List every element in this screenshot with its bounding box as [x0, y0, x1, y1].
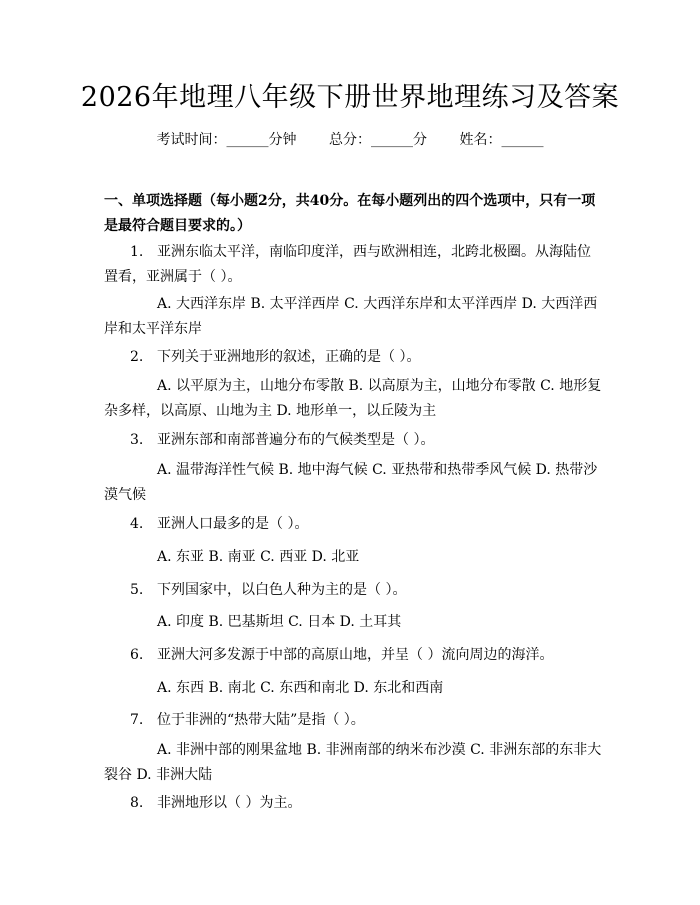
question-3-options: A. 温带海洋性气候 B. 地中海气候 C. 亚热带和热带季风气候 D. 热带沙漠气候	[104, 462, 598, 503]
question-text: 亚洲东临太平洋，南临印度洋，西与欧洲相连，北跨北极圈。从海陆位置看，亚洲属于（ ）。	[104, 244, 591, 285]
question-number: 7.	[130, 712, 144, 728]
question-4-options: A. 东亚 B. 南亚 C. 西亚 D. 北亚	[157, 549, 360, 565]
student-name-field: 姓名：______	[459, 132, 544, 148]
question-3	[104, 428, 604, 453]
section-heading: 一、单项选择题（每小题2分，共40分。在每小题列出的四个选项中，只有一项是最符合题目要求的。）	[104, 193, 596, 234]
question-number: 4.	[130, 516, 144, 532]
question-text: 非洲地形以（ ）为主。	[157, 795, 302, 811]
question-5-options: A. 印度 B. 巴基斯坦 C. 日本 D. 土耳其	[157, 614, 402, 630]
total-score-field: 总分：______分	[329, 132, 427, 148]
question-5	[104, 578, 604, 603]
question-2-options: A. 以平原为主，山地分布零散 B. 以高原为主，山地分布零散 C. 地形复杂多样，以高原、山地为主 D. 地形单一，以丘陵为主	[104, 378, 602, 419]
question-2	[104, 345, 604, 370]
question-text: 位于非洲的“热带大陆”是指（ ）。	[157, 712, 365, 728]
question-text: 下列国家中，以白色人种为主的是（ ）。	[157, 582, 407, 598]
question-number: 1.	[130, 244, 144, 260]
question-1-options: A. 大西洋东岸 B. 太平洋西岸 C. 大西洋东岸和太平洋西岸 D. 大西洋西岸和太平洋东岸	[104, 296, 598, 337]
question-6	[104, 643, 604, 668]
question-1	[104, 240, 604, 290]
question-7-options: A. 非洲中部的刚果盆地 B. 非洲南部的纳米布沙漠 C. 非洲东部的东非大裂谷 D. 非洲大陆	[104, 742, 602, 783]
question-text: 亚洲人口最多的是（ ）。	[157, 516, 309, 532]
question-number: 6.	[130, 647, 144, 663]
question-4	[104, 512, 604, 537]
exam-time-field: 考试时间：______分钟	[156, 132, 297, 148]
question-text: 亚洲东部和南部普遍分布的气候类型是（ ）。	[157, 432, 435, 448]
question-number: 3.	[130, 432, 144, 448]
question-text: 亚洲大河多发源于中部的高原山地，并呈（ ）流向周边的海洋。	[157, 647, 554, 663]
question-text: 下列关于亚洲地形的叙述，正确的是（ ）。	[157, 349, 421, 365]
question-number: 5.	[130, 582, 144, 598]
question-6-options: A. 东西 B. 南北 C. 东西和南北 D. 东北和西南	[157, 680, 444, 696]
question-number: 2.	[130, 349, 144, 365]
question-7	[104, 708, 604, 733]
exam-info-line	[0, 129, 700, 151]
document-title: 2026年地理八年级下册世界地理练习及答案	[80, 82, 620, 113]
question-number: 8.	[130, 795, 144, 811]
question-8	[104, 791, 604, 816]
